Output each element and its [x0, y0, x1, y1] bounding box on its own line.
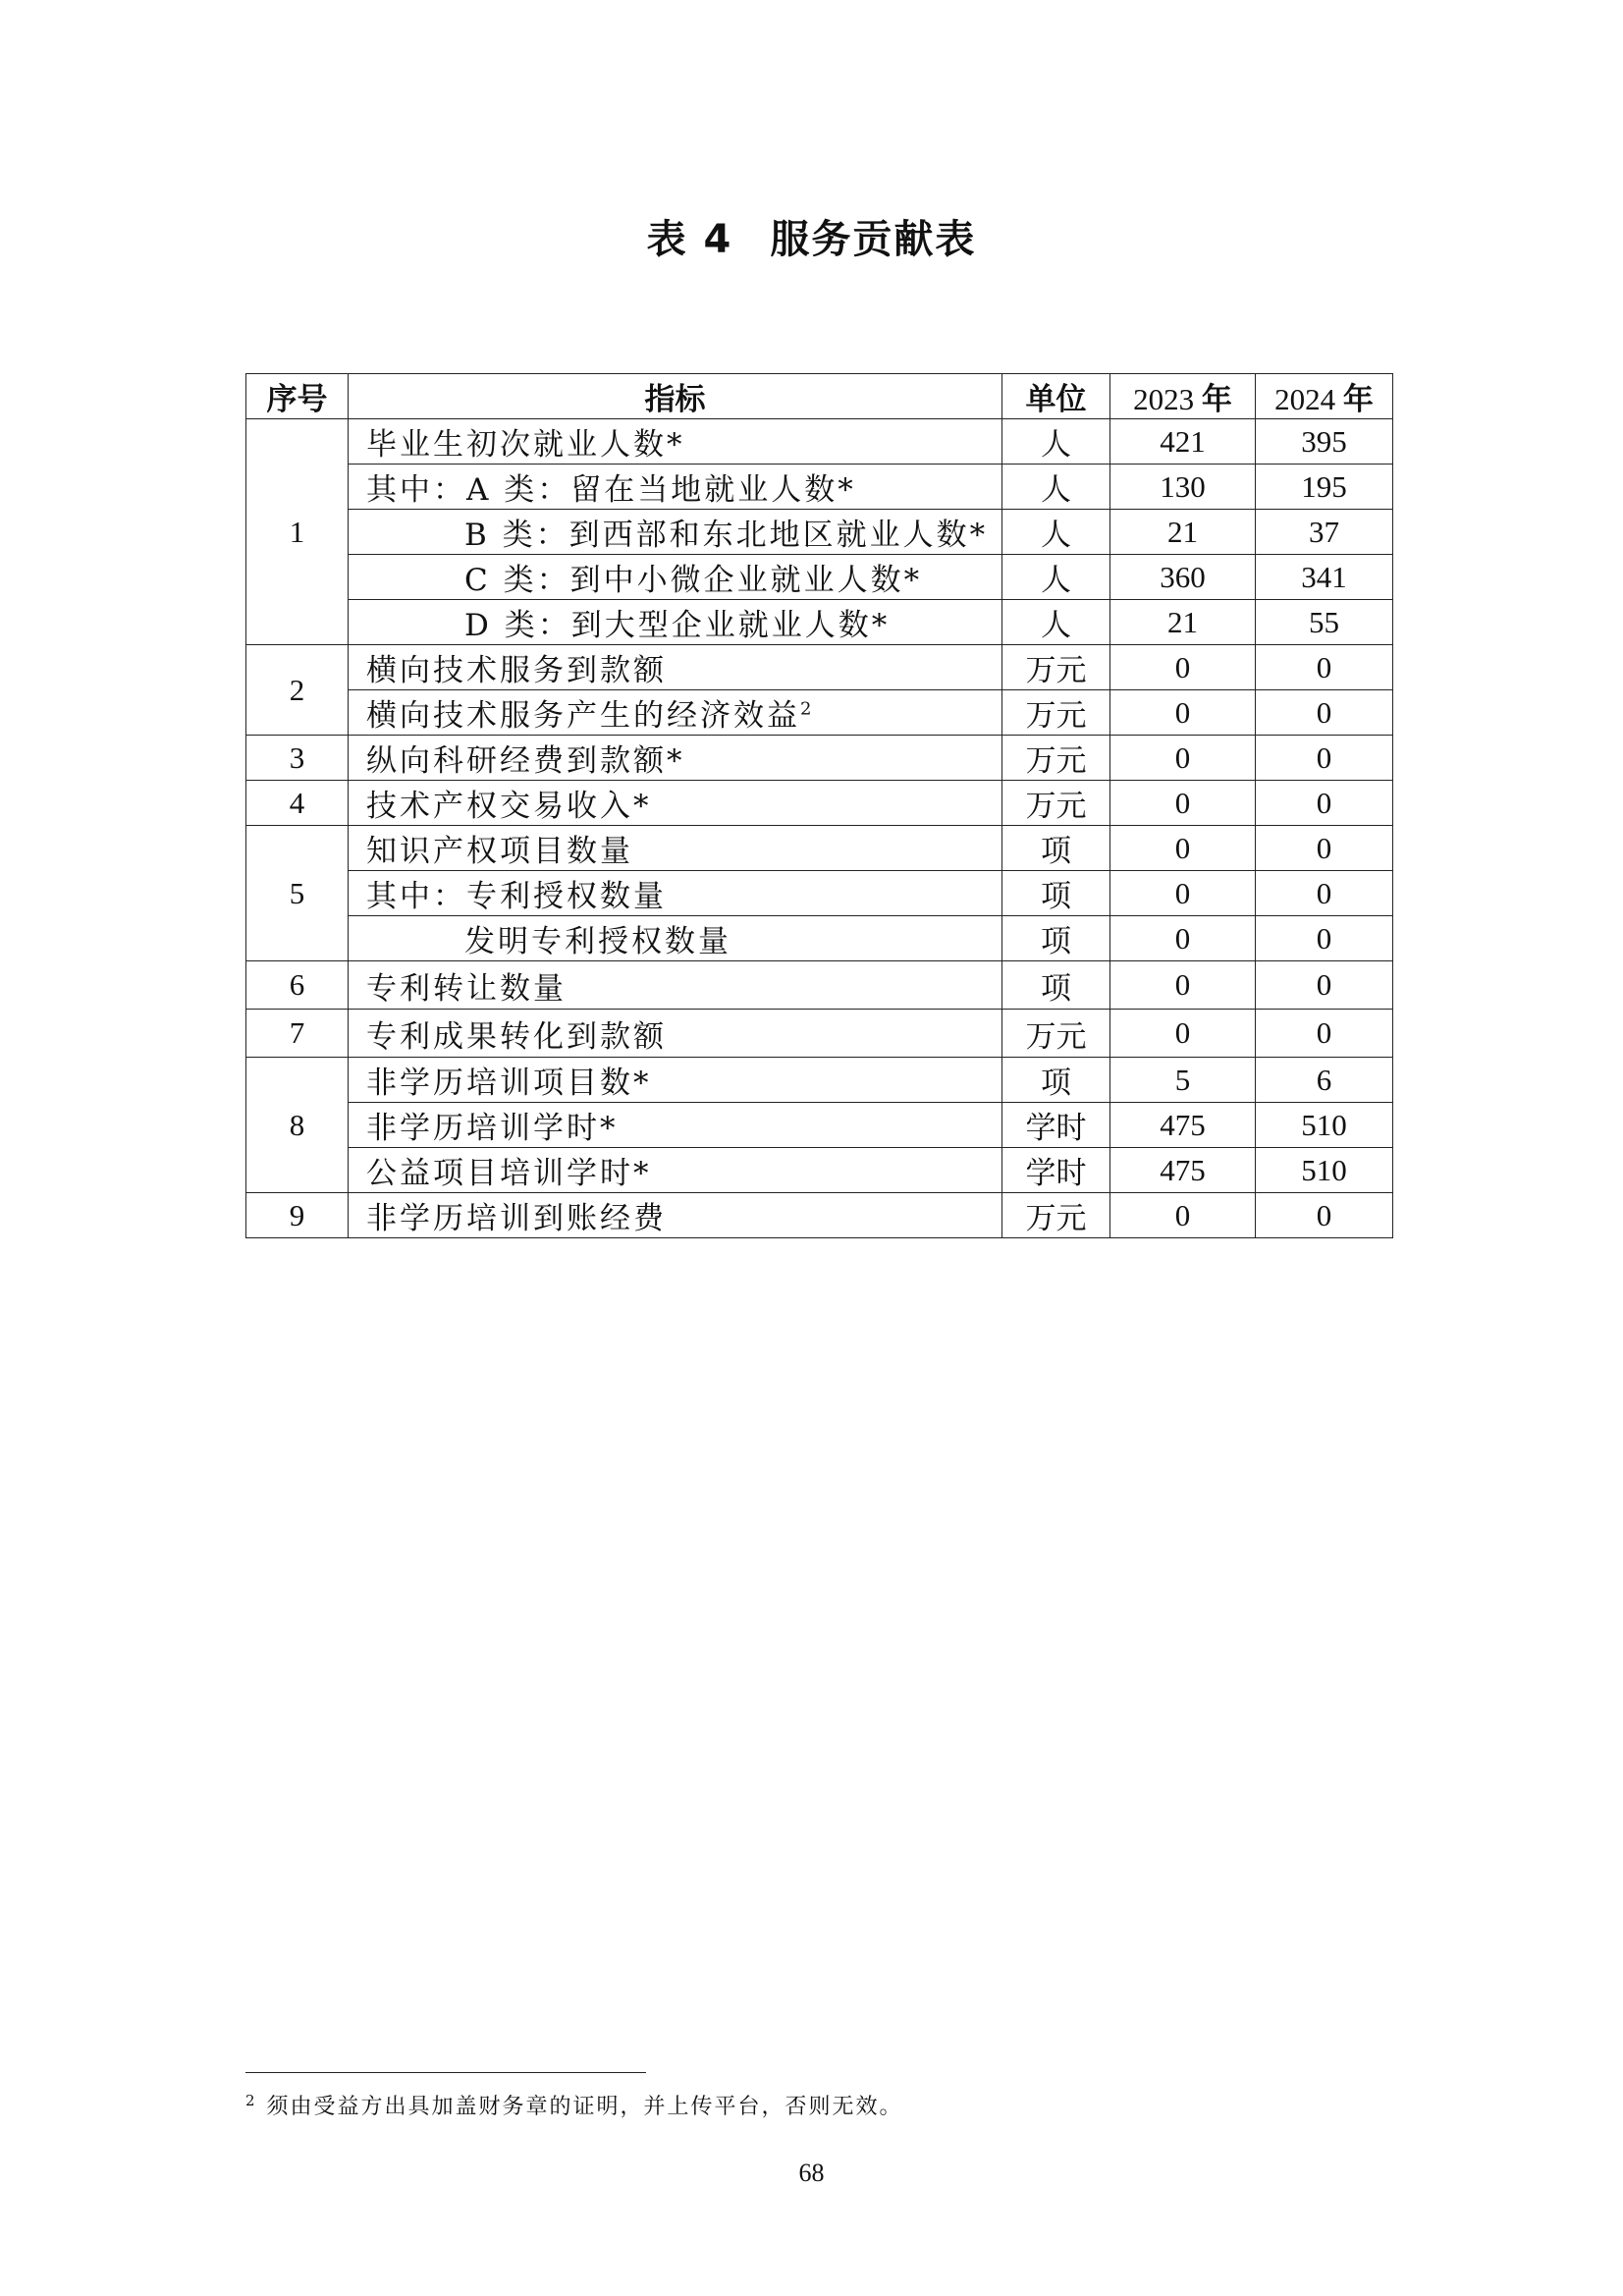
value-2023-cell: 5 [1110, 1058, 1256, 1103]
table-row [246, 555, 1393, 600]
indicator-cell: 非学历培训到账经费 [349, 1193, 1002, 1238]
value-2023-cell: 0 [1110, 871, 1256, 916]
table-row [246, 1193, 1393, 1238]
table-row [246, 600, 1393, 645]
unit-cell: 万元 [1002, 736, 1110, 781]
value-2023-cell: 21 [1110, 600, 1256, 645]
table-row [246, 1103, 1393, 1148]
table-header-row [246, 374, 1393, 419]
unit-cell: 人 [1002, 419, 1110, 465]
table-row [246, 736, 1393, 781]
unit-cell: 万元 [1002, 1193, 1110, 1238]
header-unit: 单位 [1002, 374, 1110, 419]
indicator-cell: 专利成果转化到款额 [349, 1010, 1002, 1058]
value-2024-cell: 395 [1256, 419, 1393, 465]
value-2024-cell: 0 [1256, 916, 1393, 961]
indicator-cell: 非学历培训学时* [349, 1103, 1002, 1148]
indicator-cell: 非学历培训项目数* [349, 1058, 1002, 1103]
unit-cell: 项 [1002, 826, 1110, 871]
footnote-divider [245, 2072, 646, 2073]
value-2023-cell: 421 [1110, 419, 1256, 465]
seq-cell: 6 [246, 961, 349, 1010]
value-2024-cell: 6 [1256, 1058, 1393, 1103]
unit-cell: 人 [1002, 555, 1110, 600]
unit-cell: 万元 [1002, 781, 1110, 826]
seq-cell: 5 [246, 826, 349, 961]
table-row [246, 826, 1393, 871]
unit-cell: 万元 [1002, 690, 1110, 736]
footnote-mark: 2 [245, 2091, 257, 2109]
indicator-cell: 专利转让数量 [349, 961, 1002, 1010]
value-2024-cell: 510 [1256, 1103, 1393, 1148]
unit-cell: 学时 [1002, 1103, 1110, 1148]
table-row [246, 916, 1393, 961]
value-2024-cell: 0 [1256, 690, 1393, 736]
value-2024-cell: 55 [1256, 600, 1393, 645]
value-2023-cell: 21 [1110, 510, 1256, 555]
value-2023-cell: 475 [1110, 1103, 1256, 1148]
table-row [246, 871, 1393, 916]
page-number: 68 [798, 2159, 825, 2187]
table-title: 服务贡献表 [770, 217, 977, 262]
table-row [246, 781, 1393, 826]
unit-cell: 项 [1002, 916, 1110, 961]
value-2024-cell: 195 [1256, 465, 1393, 510]
table-row [246, 419, 1393, 465]
indicator-cell: 横向技术服务到款额 [349, 645, 1002, 690]
value-2024-cell: 341 [1256, 555, 1393, 600]
seq-cell: 9 [246, 1193, 349, 1238]
indicator-cell: D 类：到大型企业就业人数* [349, 600, 1002, 645]
header-indicator: 指标 [349, 374, 1002, 419]
unit-cell: 项 [1002, 1058, 1110, 1103]
indicator-cell: 发明专利授权数量 [349, 916, 1002, 961]
unit-cell: 万元 [1002, 1010, 1110, 1058]
table-row [246, 1058, 1393, 1103]
page-title [0, 208, 1623, 264]
unit-cell: 人 [1002, 600, 1110, 645]
table-row [246, 690, 1393, 736]
value-2023-cell: 360 [1110, 555, 1256, 600]
value-2024-cell: 0 [1256, 961, 1393, 1010]
value-2023-cell: 130 [1110, 465, 1256, 510]
header-2023: 2023 年 [1110, 374, 1256, 419]
value-2024-cell: 0 [1256, 826, 1393, 871]
value-2024-cell: 37 [1256, 510, 1393, 555]
indicator-cell: C 类：到中小微企业就业人数* [349, 555, 1002, 600]
value-2023-cell: 0 [1110, 961, 1256, 1010]
indicator-cell: 技术产权交易收入* [349, 781, 1002, 826]
header-seq: 序号 [246, 374, 349, 419]
footnote-text: 须由受益方出具加盖财务章的证明，并上传平台，否则无效。 [266, 2095, 903, 2119]
value-2023-cell: 0 [1110, 645, 1256, 690]
indicator-cell: 公益项目培训学时* [349, 1148, 1002, 1193]
seq-cell: 4 [246, 781, 349, 826]
unit-cell: 项 [1002, 871, 1110, 916]
unit-cell: 万元 [1002, 645, 1110, 690]
value-2024-cell: 510 [1256, 1148, 1393, 1193]
value-2023-cell: 0 [1110, 916, 1256, 961]
indicator-cell: 其中：A 类：留在当地就业人数* [349, 465, 1002, 510]
table-row [246, 1148, 1393, 1193]
value-2024-cell: 0 [1256, 736, 1393, 781]
unit-cell: 人 [1002, 465, 1110, 510]
footnote-reference: 2 [800, 698, 812, 720]
value-2023-cell: 0 [1110, 690, 1256, 736]
service-contribution-table [245, 373, 1393, 1238]
unit-cell: 项 [1002, 961, 1110, 1010]
indicator-cell: 横向技术服务产生的经济效益$^2$ [349, 690, 1002, 736]
seq-cell: 8 [246, 1058, 349, 1193]
header-2024: 2024 年 [1256, 374, 1393, 419]
seq-cell: 2 [246, 645, 349, 736]
value-2023-cell: 0 [1110, 826, 1256, 871]
value-2024-cell: 0 [1256, 781, 1393, 826]
value-2024-cell: 0 [1256, 1010, 1393, 1058]
value-2023-cell: 0 [1110, 1010, 1256, 1058]
seq-cell: 7 [246, 1010, 349, 1058]
table-number: 表 4 [646, 217, 733, 262]
unit-cell: 学时 [1002, 1148, 1110, 1193]
value-2023-cell: 0 [1110, 736, 1256, 781]
footnote [245, 2090, 903, 2120]
table-row [246, 510, 1393, 555]
table-row [246, 1010, 1393, 1058]
table-row [246, 961, 1393, 1010]
indicator-cell: 知识产权项目数量 [349, 826, 1002, 871]
value-2024-cell: 0 [1256, 871, 1393, 916]
value-2023-cell: 0 [1110, 781, 1256, 826]
table-row [246, 645, 1393, 690]
indicator-cell: 毕业生初次就业人数* [349, 419, 1002, 465]
table-row [246, 465, 1393, 510]
indicator-cell: B 类：到西部和东北地区就业人数* [349, 510, 1002, 555]
value-2023-cell: 0 [1110, 1193, 1256, 1238]
seq-cell: 3 [246, 736, 349, 781]
value-2023-cell: 475 [1110, 1148, 1256, 1193]
unit-cell: 人 [1002, 510, 1110, 555]
value-2024-cell: 0 [1256, 645, 1393, 690]
indicator-cell: 其中：专利授权数量 [349, 871, 1002, 916]
seq-cell: 1 [246, 419, 349, 645]
value-2024-cell: 0 [1256, 1193, 1393, 1238]
indicator-cell: 纵向科研经费到款额* [349, 736, 1002, 781]
